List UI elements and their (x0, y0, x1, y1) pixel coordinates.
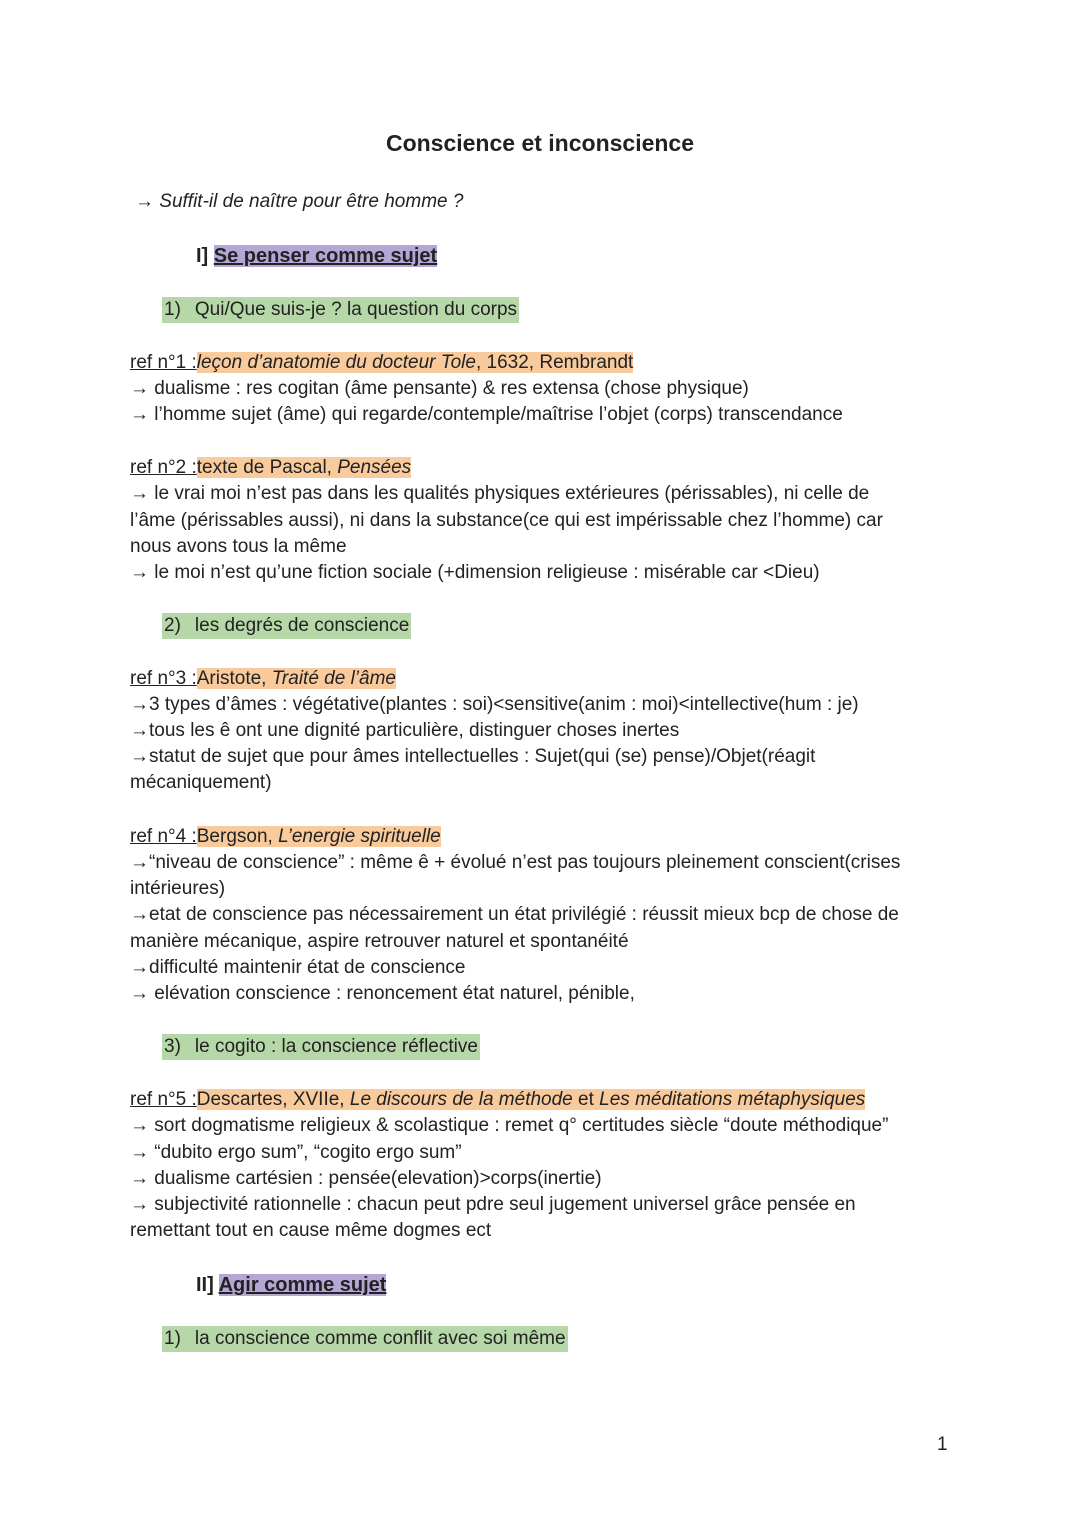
ref-4-line-3: →etat de conscience pas nécessairement un état privilégié : réussit mieux bcp de chose de (130, 904, 899, 925)
ref-2-label: ref n°2 : (130, 457, 197, 478)
ref-1-details: , 1632, Rembrandt (475, 352, 634, 373)
ref-2-heading (130, 455, 411, 481)
ref-2-line-3: nous avons tous la même (130, 536, 347, 557)
ref-2-work: Pensées (337, 457, 412, 478)
section-1-title: Qui/Que suis-je ? la question du corps (194, 299, 518, 320)
ref-3-work: Traité de l’âme (271, 668, 396, 689)
part-1-roman: I] (196, 245, 209, 267)
section-4-heading (162, 1326, 568, 1352)
ref-5-line-5: remettant tout en cause même dogmes ect (130, 1220, 492, 1241)
ref-5-work-1: Le discours de la méthode (349, 1089, 573, 1110)
ref-1-work: leçon d’anatomie du docteur Tole (196, 352, 476, 373)
ref-4-heading (130, 824, 441, 850)
ref-2-author: texte de Pascal, (196, 457, 338, 478)
ref-3-line-3: →statut de sujet que pour âmes intellectuelles : Sujet(qui (se) pense)/Objet(réagit (130, 746, 816, 767)
guiding-question: → Suffit-il de naître pour être homme ? (135, 191, 464, 212)
ref-5-line-3: → dualisme cartésien : pensée(elevation)>corps(inertie) (130, 1168, 602, 1189)
ref-2-line-2: l’âme (périssables aussi), ni dans la substance(ce qui est impérissable chez l’homme) car (130, 510, 883, 531)
part-2-heading (196, 1272, 386, 1298)
section-3-heading (162, 1034, 480, 1060)
section-3-title: le cogito : la conscience réflective (194, 1036, 478, 1057)
page-number: 1 (937, 1434, 948, 1455)
ref-5-work-2: Les méditations métaphysiques (599, 1089, 866, 1110)
part-2-title: Agir comme sujet (218, 1274, 387, 1296)
ref-4-label: ref n°4 : (130, 826, 197, 847)
ref-5-conjunction: et (572, 1089, 600, 1110)
ref-3-line-2: →tous les ê ont une dignité particulière, distinguer choses inertes (130, 720, 680, 741)
ref-5-line-4: → subjectivité rationnelle : chacun peut pdre seul jugement universel grâce pensée en (130, 1194, 856, 1215)
ref-4-line-4: manière mécanique, aspire retrouver naturel et spontanéité (130, 931, 629, 952)
section-1-number: 1) (164, 299, 181, 320)
ref-3-label: ref n°3 : (130, 668, 197, 689)
section-1-heading (162, 297, 519, 323)
ref-5-line-2: → “dubito ergo sum”, “cogito ergo sum” (130, 1142, 462, 1163)
section-3-number: 3) (164, 1036, 181, 1057)
section-2-title: les degrés de conscience (194, 615, 410, 636)
ref-4-work: L’energie spirituelle (278, 826, 441, 847)
section-2-heading (162, 613, 411, 639)
ref-3-heading (130, 666, 396, 692)
ref-1-label: ref n°1 : (130, 352, 197, 373)
ref-1-line-2: → l’homme sujet (âme) qui regarde/contemple/maîtrise l’objet (corps) transcendance (130, 404, 843, 425)
ref-5-heading (130, 1087, 865, 1113)
ref-3-line-4: mécaniquement) (130, 772, 272, 793)
ref-1-heading (130, 350, 633, 376)
ref-3-line-1: →3 types d’âmes : végétative(plantes : soi)<sensitive(anim : moi)<intellective(hum : je) (130, 694, 859, 715)
part-1-heading (196, 243, 437, 269)
ref-5-author: Descartes, XVIIe, (196, 1089, 350, 1110)
ref-2-line-1: → le vrai moi n’est pas dans les qualités physiques extérieures (périssables), ni celle de (130, 483, 870, 504)
ref-1-line-1: → dualisme : res cogitan (âme pensante) & res extensa (chose physique) (130, 378, 749, 399)
part-2-roman: II] (196, 1274, 214, 1296)
ref-5-line-1: → sort dogmatisme religieux & scolastique : remet q° certitudes siècle “doute méthodique” (130, 1115, 889, 1136)
ref-4-line-5: →difficulté maintenir état de conscience (130, 957, 466, 978)
ref-4-line-2: intérieures) (130, 878, 226, 899)
section-2-number: 2) (164, 615, 181, 636)
ref-3-author: Aristote, (196, 668, 272, 689)
ref-5-label: ref n°5 : (130, 1089, 197, 1110)
page-title: Conscience et inconscience (385, 130, 695, 156)
section-4-title: la conscience comme conflit avec soi même (194, 1328, 566, 1349)
ref-2-line-4: → le moi n’est qu’une fiction sociale (+dimension religieuse : misérable car <Dieu) (130, 562, 820, 583)
ref-4-line-6: → elévation conscience : renoncement état naturel, pénible, (130, 983, 635, 1004)
ref-4-author: Bergson, (196, 826, 279, 847)
ref-4-line-1: →“niveau de conscience” : même ê + évolué n’est pas toujours pleinement conscient(crises (130, 852, 901, 873)
part-1-title: Se penser comme sujet (213, 245, 438, 267)
section-4-number: 1) (164, 1328, 181, 1349)
